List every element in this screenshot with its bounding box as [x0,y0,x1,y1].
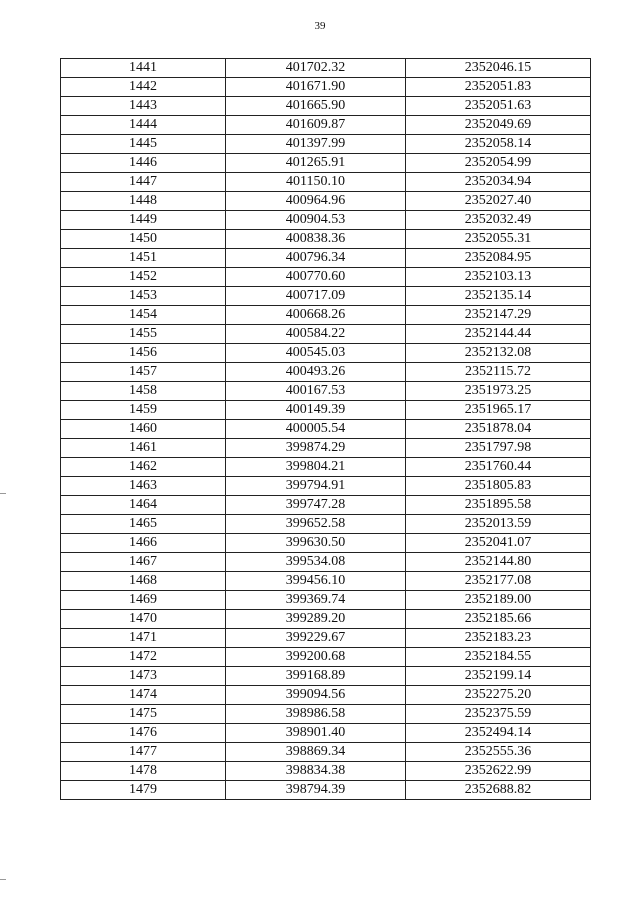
y-coordinate-cell: 2352051.63 [406,97,591,116]
point-number-cell: 1471 [61,629,226,648]
point-number-cell: 1444 [61,116,226,135]
point-number-cell: 1447 [61,173,226,192]
table-row [61,705,591,724]
y-coordinate-cell: 2352051.83 [406,78,591,97]
point-number-cell: 1473 [61,667,226,686]
point-number-cell: 1448 [61,192,226,211]
table-row [61,135,591,154]
y-coordinate-cell: 2352034.94 [406,173,591,192]
x-coordinate-cell: 401397.99 [226,135,406,154]
point-number-cell: 1446 [61,154,226,173]
x-coordinate-cell: 399747.28 [226,496,406,515]
point-number-cell: 1458 [61,382,226,401]
y-coordinate-cell: 2352054.99 [406,154,591,173]
y-coordinate-cell: 2352177.08 [406,572,591,591]
x-coordinate-cell: 399168.89 [226,667,406,686]
point-number-cell: 1464 [61,496,226,515]
table-row [61,173,591,192]
y-coordinate-cell: 2352032.49 [406,211,591,230]
x-coordinate-cell: 400838.36 [226,230,406,249]
x-coordinate-cell: 398834.38 [226,762,406,781]
x-coordinate-cell: 399289.20 [226,610,406,629]
y-coordinate-cell: 2352084.95 [406,249,591,268]
y-coordinate-cell: 2352144.80 [406,553,591,572]
x-coordinate-cell: 401609.87 [226,116,406,135]
table-row [61,667,591,686]
y-coordinate-cell: 2352135.14 [406,287,591,306]
y-coordinate-cell: 2352041.07 [406,534,591,553]
y-coordinate-cell: 2351965.17 [406,401,591,420]
y-coordinate-cell: 2352199.14 [406,667,591,686]
y-coordinate-cell: 2352555.36 [406,743,591,762]
table-row [61,363,591,382]
table-row [61,306,591,325]
y-coordinate-cell: 2352049.69 [406,116,591,135]
page-number: 39 [314,20,326,32]
table-row [61,59,591,78]
table-row [61,116,591,135]
table-row [61,192,591,211]
point-number-cell: 1451 [61,249,226,268]
y-coordinate-cell: 2352375.59 [406,705,591,724]
x-coordinate-cell: 400005.54 [226,420,406,439]
table-row [61,268,591,287]
x-coordinate-cell: 400717.09 [226,287,406,306]
point-number-cell: 1450 [61,230,226,249]
point-number-cell: 1477 [61,743,226,762]
point-number-cell: 1449 [61,211,226,230]
x-coordinate-cell: 400584.22 [226,325,406,344]
table-row [61,382,591,401]
table-row [61,78,591,97]
y-coordinate-cell: 2351760.44 [406,458,591,477]
x-coordinate-cell: 399369.74 [226,591,406,610]
table-row [61,610,591,629]
x-coordinate-cell: 398794.39 [226,781,406,800]
x-coordinate-cell: 401671.90 [226,78,406,97]
point-number-cell: 1465 [61,515,226,534]
table-row [61,629,591,648]
point-number-cell: 1453 [61,287,226,306]
point-number-cell: 1468 [61,572,226,591]
y-coordinate-cell: 2352189.00 [406,591,591,610]
y-coordinate-cell: 2352494.14 [406,724,591,743]
table-row [61,154,591,173]
y-coordinate-cell: 2352183.23 [406,629,591,648]
y-coordinate-cell: 2352055.31 [406,230,591,249]
y-coordinate-cell: 2352046.15 [406,59,591,78]
x-coordinate-cell: 399874.29 [226,439,406,458]
table-row [61,572,591,591]
point-number-cell: 1443 [61,97,226,116]
margin-mark [0,493,6,494]
y-coordinate-cell: 2352013.59 [406,515,591,534]
point-number-cell: 1478 [61,762,226,781]
point-number-cell: 1462 [61,458,226,477]
y-coordinate-cell: 2352147.29 [406,306,591,325]
point-number-cell: 1456 [61,344,226,363]
table-row [61,287,591,306]
x-coordinate-cell: 399804.21 [226,458,406,477]
x-coordinate-cell: 400770.60 [226,268,406,287]
table-row [61,325,591,344]
y-coordinate-cell: 2352275.20 [406,686,591,705]
table-row [61,686,591,705]
table-row [61,724,591,743]
point-number-cell: 1470 [61,610,226,629]
point-number-cell: 1445 [61,135,226,154]
table-row [61,249,591,268]
y-coordinate-cell: 2352027.40 [406,192,591,211]
point-number-cell: 1469 [61,591,226,610]
table-row [61,781,591,800]
x-coordinate-cell: 398986.58 [226,705,406,724]
table-row [61,591,591,610]
point-number-cell: 1474 [61,686,226,705]
table-row [61,496,591,515]
table-row [61,211,591,230]
x-coordinate-cell: 400149.39 [226,401,406,420]
table-row [61,515,591,534]
table-row [61,420,591,439]
point-number-cell: 1472 [61,648,226,667]
x-coordinate-cell: 400904.53 [226,211,406,230]
y-coordinate-cell: 2352688.82 [406,781,591,800]
y-coordinate-cell: 2351895.58 [406,496,591,515]
x-coordinate-cell: 398901.40 [226,724,406,743]
y-coordinate-cell: 2352184.55 [406,648,591,667]
y-coordinate-cell: 2352132.08 [406,344,591,363]
y-coordinate-cell: 2351973.25 [406,382,591,401]
point-number-cell: 1479 [61,781,226,800]
point-number-cell: 1466 [61,534,226,553]
table-row [61,553,591,572]
point-number-cell: 1475 [61,705,226,724]
y-coordinate-cell: 2352058.14 [406,135,591,154]
y-coordinate-cell: 2352622.99 [406,762,591,781]
table-row [61,401,591,420]
table-row [61,230,591,249]
point-number-cell: 1461 [61,439,226,458]
table-row [61,458,591,477]
table-row [61,97,591,116]
x-coordinate-cell: 399652.58 [226,515,406,534]
point-number-cell: 1442 [61,78,226,97]
x-coordinate-cell: 401265.91 [226,154,406,173]
y-coordinate-cell: 2351797.98 [406,439,591,458]
x-coordinate-cell: 399534.08 [226,553,406,572]
y-coordinate-cell: 2352144.44 [406,325,591,344]
x-coordinate-cell: 400964.96 [226,192,406,211]
x-coordinate-cell: 399229.67 [226,629,406,648]
point-number-cell: 1459 [61,401,226,420]
x-coordinate-cell: 399094.56 [226,686,406,705]
x-coordinate-cell: 400545.03 [226,344,406,363]
point-number-cell: 1452 [61,268,226,287]
x-coordinate-cell: 400796.34 [226,249,406,268]
x-coordinate-cell: 400167.53 [226,382,406,401]
table-row [61,477,591,496]
point-number-cell: 1467 [61,553,226,572]
x-coordinate-cell: 401665.90 [226,97,406,116]
x-coordinate-cell: 398869.34 [226,743,406,762]
x-coordinate-cell: 399630.50 [226,534,406,553]
y-coordinate-cell: 2352103.13 [406,268,591,287]
x-coordinate-cell: 400493.26 [226,363,406,382]
point-number-cell: 1457 [61,363,226,382]
point-number-cell: 1476 [61,724,226,743]
y-coordinate-cell: 2351878.04 [406,420,591,439]
point-number-cell: 1454 [61,306,226,325]
x-coordinate-cell: 401702.32 [226,59,406,78]
table-row [61,344,591,363]
y-coordinate-cell: 2351805.83 [406,477,591,496]
y-coordinate-cell: 2352115.72 [406,363,591,382]
x-coordinate-cell: 401150.10 [226,173,406,192]
table-row [61,439,591,458]
table-row [61,648,591,667]
point-number-cell: 1441 [61,59,226,78]
coordinates-table-body [61,59,591,800]
coordinates-table [60,58,591,800]
point-number-cell: 1463 [61,477,226,496]
table-row [61,743,591,762]
table-row [61,534,591,553]
y-coordinate-cell: 2352185.66 [406,610,591,629]
x-coordinate-cell: 399456.10 [226,572,406,591]
x-coordinate-cell: 399200.68 [226,648,406,667]
x-coordinate-cell: 400668.26 [226,306,406,325]
table-row [61,762,591,781]
margin-mark [0,879,6,880]
x-coordinate-cell: 399794.91 [226,477,406,496]
point-number-cell: 1460 [61,420,226,439]
point-number-cell: 1455 [61,325,226,344]
